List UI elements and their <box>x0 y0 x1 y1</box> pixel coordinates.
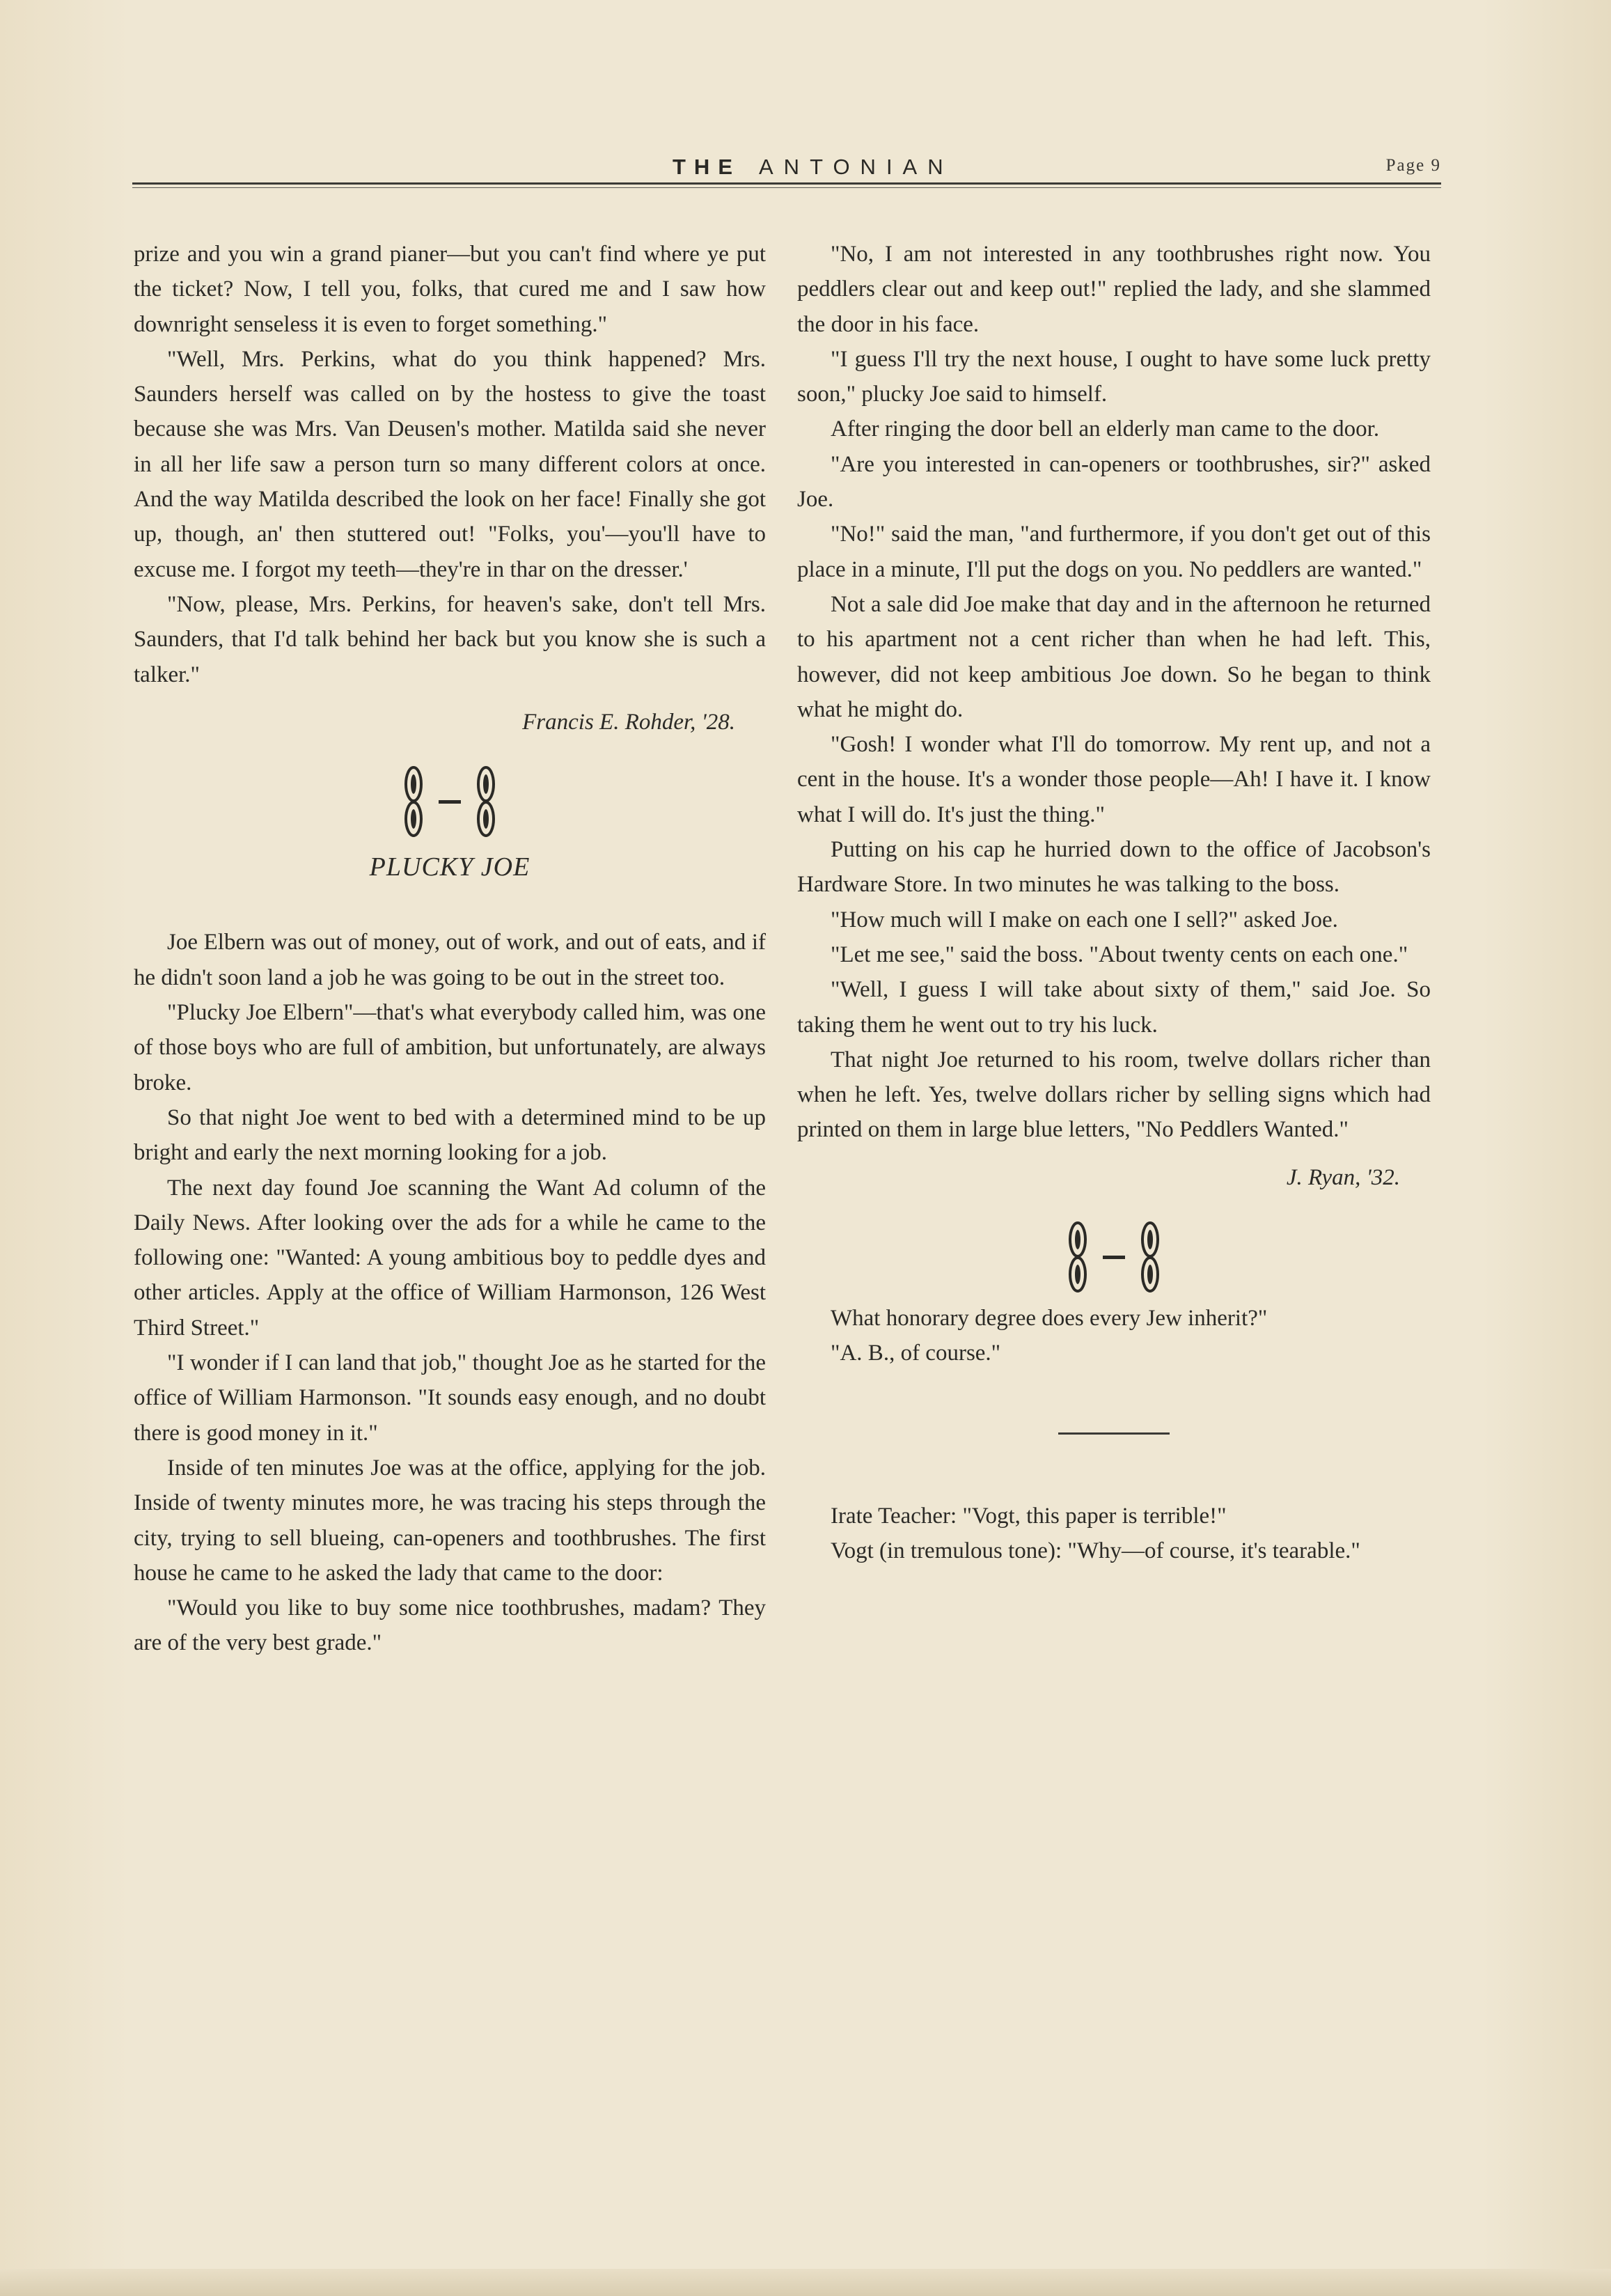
story-paragraph: "No, I am not interested in any toothbrushes right now. You peddlers clear out and keep out!" replied the lady, and she slammed the door in his face. <box>797 242 1431 337</box>
left-column <box>134 237 766 1661</box>
right-column <box>797 237 1431 1568</box>
joke-paragraph: Vogt (in tremulous tone): "Why—of course, it's tearable." <box>831 1538 1360 1563</box>
story-paragraph: The next day found Joe scanning the Want Ad column of the Daily News. After looking over the ads for a while he came to the following one: "Wanted: A young ambitious boy to peddle dyes and other articles. Apply at the office of William Harmonson, 126 West Third Street." <box>134 1175 766 1341</box>
article-paragraph: prize and you win a grand pianer—but you can't find where ye put the ticket? Now, I tell you, folks, that cured me and I saw how downright senseless it is even to forget something." <box>134 242 766 337</box>
scan-bottom-edge <box>0 2269 1611 2296</box>
article-paragraph: "Now, please, Mrs. Perkins, for heaven's sake, don't tell Mrs. Saunders, that I'd talk behind her back but you know she is such a talker." <box>134 591 766 687</box>
story-paragraph: "Plucky Joe Elbern"—that's what everybody called him, was one of those boys who are full of ambition, but unfortunately, are always broke. <box>134 1000 766 1095</box>
joke-paragraph: What honorary degree does every Jew inherit?" <box>831 1306 1268 1331</box>
story-paragraph: Inside of ten minutes Joe was at the office, applying for the job. Inside of twenty minutes more, he was tracing his steps through the city, trying to sell blueing, can-openers and toothbrushes. The first house he came to he asked the lady that came to the door: <box>134 1455 766 1586</box>
story-paragraph: "I wonder if I can land that job," thought Joe as he started for the office of William Harmonson. "It sounds easy enough, and no doubt there is good money in it." <box>134 1350 766 1446</box>
title-the: THE <box>673 155 741 179</box>
section-divider <box>1058 1432 1170 1435</box>
page-header <box>132 155 1441 182</box>
article-paragraph: "Well, Mrs. Perkins, what do you think happened? Mrs. Saunders herself was called on by the hostess to give the toast because she was Mrs. Van Deusen's mother. Matilda said she never in all her life saw a person turn so many different colors at once. And the way Matilda described the look on her face! Finally she got up, though, an' then stuttered out! "Folks, you'—you'll have to excuse me. I forgot my teeth—they're in thar on the dresser.' <box>134 346 766 582</box>
joke-paragraph: Irate Teacher: "Vogt, this paper is terrible!" <box>831 1503 1227 1529</box>
story-paragraph: "Let me see," said the boss. "About twenty cents on each one." <box>831 942 1408 967</box>
ornament-divider <box>797 1215 1431 1298</box>
story-paragraph: "Would you like to buy some nice toothbrushes, madam? They are of the very best grade." <box>134 1595 766 1656</box>
story-paragraph: That night Joe returned to his room, twelve dollars richer than when he left. Yes, twelve dollars richer by selling signs which had printed on them in large blue letters, "No Peddlers Wanted." <box>797 1047 1431 1143</box>
joke-paragraph: "A. B., of course." <box>831 1341 1001 1366</box>
story-paragraph: "Gosh! I wonder what I'll do tomorrow. My rent up, and not a cent in the house. It's a wonder those people—Ah! I have it. I know what I will do. It's just the thing." <box>797 732 1431 827</box>
author-byline: J. Ryan, '32. <box>1286 1164 1400 1190</box>
publication-title <box>673 155 954 180</box>
ornament-divider <box>134 759 766 843</box>
story-paragraph: Putting on his cap he hurried down to the office of Jacobson's Hardware Store. In two minutes he was talking to the boss. <box>797 837 1431 898</box>
header-rule <box>132 182 1441 185</box>
page-number: Page 9 <box>1385 156 1441 175</box>
header-rule-thin <box>132 187 1441 188</box>
story-paragraph: After ringing the door bell an elderly man came to the door. <box>831 416 1380 442</box>
story-paragraph: "I guess I'll try the next house, I ought to have some luck pretty soon," plucky Joe said to himself. <box>797 346 1431 407</box>
story-title: PLUCKY JOE <box>369 852 531 882</box>
story-paragraph: "How much will I make on each one I sell?" asked Joe. <box>831 907 1338 932</box>
author-byline: Francis E. Rohder, '28. <box>522 709 735 735</box>
story-paragraph: "Are you interested in can-openers or toothbrushes, sir?" asked Joe. <box>797 451 1431 513</box>
ornament-icon <box>394 759 505 843</box>
title-antonian: ANTONIAN <box>759 155 954 179</box>
story-paragraph: "Well, I guess I will take about sixty of them," said Joe. So taking them he went out to try his luck. <box>797 977 1431 1038</box>
story-paragraph: Not a sale did Joe make that day and in the afternoon he returned to his apartment not a cent richer than when he had left. This, however, did not keep ambitious Joe down. So he began to think what he might do. <box>797 591 1431 722</box>
story-paragraph: Joe Elbern was out of money, out of work, and out of eats, and if he didn't soon land a job he was going to be out in the street too. <box>134 930 766 990</box>
ornament-icon <box>1058 1215 1170 1298</box>
story-paragraph: So that night Joe went to bed with a determined mind to be up bright and early the next morning looking for a job. <box>134 1104 766 1166</box>
story-paragraph: "No!" said the man, "and furthermore, if you don't get out of this place in a minute, I'll put the dogs on you. No peddlers are wanted." <box>797 522 1431 582</box>
